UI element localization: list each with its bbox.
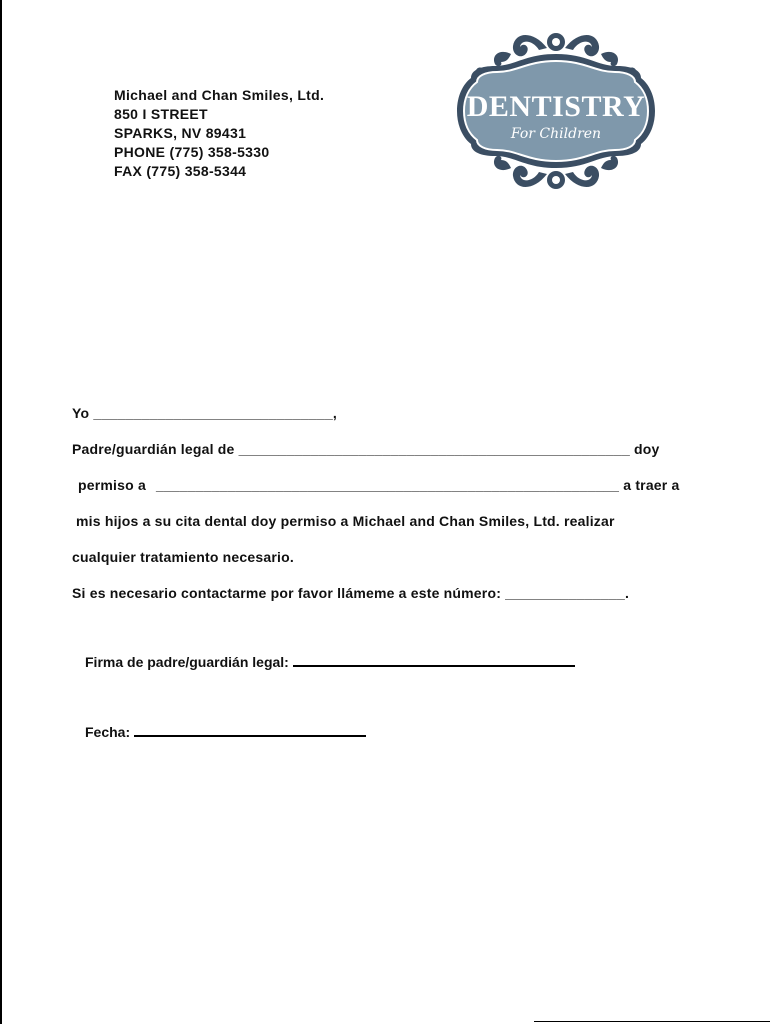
form-line-permission-label: permiso a (78, 477, 146, 493)
form-line-permission (78, 477, 680, 493)
company-name: Michael and Chan Smiles, Ltd. (114, 87, 325, 103)
page-bottom-line (534, 1021, 770, 1022)
dentistry-logo (455, 26, 657, 196)
street-address: 850 I STREET (114, 106, 208, 122)
fax-number: FAX (775) 358-5344 (114, 163, 247, 179)
date-row (85, 723, 366, 740)
page-left-border (0, 0, 2, 1024)
form-line-name: Yo ______________________________, (72, 405, 338, 421)
signature-field[interactable] (293, 653, 575, 667)
form-line-treatment: cualquier tratamiento necesario. (72, 549, 294, 565)
logo-subtitle: For Children (510, 126, 602, 142)
city-state-zip: SPARKS, NV 89431 (114, 125, 247, 141)
date-field[interactable] (134, 723, 366, 737)
signature-label: Firma de padre/guardián legal: (85, 654, 289, 670)
form-line-contact: Si es necesario contactarme por favor llámeme a este número: _______________. (72, 585, 630, 601)
form-line-appointment: mis hijos a su cita dental doy permiso a Michael and Chan Smiles, Ltd. realizar (76, 513, 615, 529)
logo-title: DENTISTRY (466, 90, 646, 123)
signature-row (85, 653, 575, 670)
date-label: Fecha: (85, 724, 131, 740)
letterhead-address (114, 86, 324, 181)
phone-number: PHONE (775) 358-5330 (114, 144, 270, 160)
form-line-guardian: Padre/guardián legal de _________________________________________________ doy (72, 441, 660, 457)
form-line-permission-blank: __________________________________________________________ a traer a (155, 477, 680, 493)
